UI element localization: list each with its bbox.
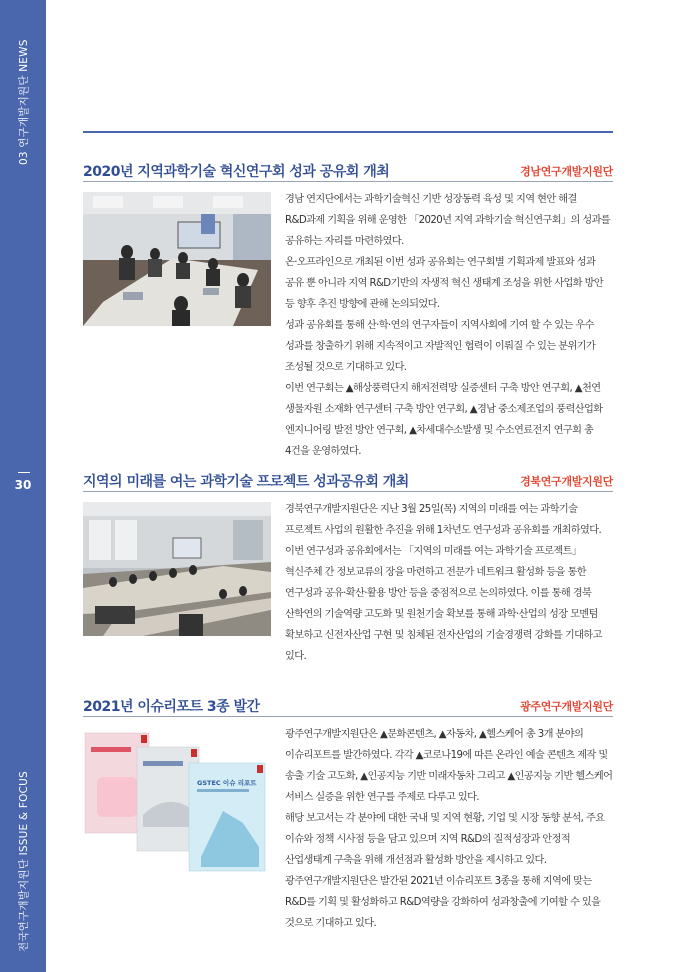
article-header: [83, 696, 613, 718]
article-org: 경북연구개발지원단: [520, 475, 613, 488]
article-paragraph: 경북연구개발지원단은 지난 3월 25일(목) 지역의 미래를 여는 과학기술 프로젝트 사업의 원활한 추진을 위해 1차년도 연구성과 공유회를 개최하였다. 이번 연구성과 공유회에서는 「지역의 미래를 여는 과학기술 프로젝트」 혁신주체 간 정보교류의 장을 마련하고 전문가 네트워크 활성화 등을 통한 연구성과 공유·확산·활용 방안 등을 중점적으로 논의하였다. 이를 통해 경북 산학연의 기술역량 고도화 및 원천기술 확보를 통해 과학·산업의 성장 모멘텀 확보하고 신전자산업 구현 및 침체된 전자산업의 기술경쟁력 강화를 기대하고 있다.: [285, 504, 602, 662]
conference-photo: [83, 502, 271, 636]
top-rule: [83, 131, 613, 133]
sidebar-publication-label: 전국연구개발지원단 ISSUE & FOCUS: [18, 771, 30, 952]
conference-photo-illustration: [83, 502, 271, 636]
article-header: [83, 161, 613, 183]
article-gwangju: [83, 696, 613, 929]
page-number: 30: [14, 478, 32, 492]
article-rule: [83, 491, 613, 492]
report-cover-brand: GSTEC 이슈 리포트: [197, 779, 257, 787]
meeting-photo-illustration: [83, 192, 271, 326]
article-text: [285, 724, 613, 934]
article-org: 광주연구개발지원단: [520, 700, 613, 713]
sidebar: [0, 0, 46, 972]
article-paragraph: 광주연구개발지원단은 발간된 2021년 이슈리포트 3종을 통해 지역에 맞는 R&D를 기획 및 활성화하고 R&D역량을 강화하여 성과창출에 기여할 수 있을 것으로 기대하고 있다.: [285, 876, 601, 929]
article-title: 2020년 지역과학기술 혁신연구회 성과 공유회 개최: [83, 164, 390, 180]
report-covers-illustration: [83, 727, 271, 887]
page-number-tick: [18, 472, 30, 473]
article-gyeongnam: [83, 161, 613, 457]
article-title: 2021년 이슈리포트 3종 발간: [83, 699, 260, 715]
report-covers: [83, 727, 271, 887]
article-text: [285, 499, 613, 667]
article-header: [83, 471, 613, 493]
article-paragraph: 이번 연구회는 ▲해상풍력단지 해저전력망 실증센터 구축 방안 연구회, ▲천연 생물자원 소재화 연구센터 구축 방안 연구회, ▲경남 중소제조업의 풍력산업화 엔지니어링 발전 방안 연구회, ▲차세대수소발생 및 수소연료전지 연구회 총 4건을 운영하였다.: [285, 383, 603, 457]
article-org: 경남연구개발지원단: [520, 165, 613, 178]
sidebar-section-label: 03 연구개발지원단 NEWS: [18, 39, 30, 165]
article-gyeongbuk: [83, 471, 613, 662]
article-title: 지역의 미래를 여는 과학기술 프로젝트 성과공유회 개최: [83, 474, 409, 490]
article-paragraph: 성과 공유회를 통해 산·학·연의 연구자들이 지역사회에 기여 할 수 있는 우수 성과를 창출하기 위해 지속적이고 자발적인 협력이 이뤄질 수 있는 분위기가 조성될 것으로 기대하고 있다.: [285, 320, 596, 373]
article-paragraph: 온·오프라인으로 개최된 이번 성과 공유회는 연구회별 기획과제 발표와 성과 공유 뿐 아니라 지역 R&D기반의 자생적 혁신 생태계 조성을 위한 사업화 방안 등 향후 추진 방향에 관해 논의되었다.: [285, 257, 604, 310]
article-rule: [83, 716, 613, 717]
meeting-photo: [83, 192, 271, 326]
article-rule: [83, 181, 613, 182]
article-text: [285, 189, 613, 462]
article-paragraph: 해당 보고서는 각 분야에 대한 국내 및 지역 현황, 기업 및 시장 동향 분석, 주요 이슈와 정책 시사점 등을 담고 있으며 지역 R&D의 질적성장과 안정적 산업생태계 구축을 위해 개선점과 활성화 방안을 제시하고 있다.: [285, 813, 605, 866]
article-paragraph: 경남 연지단에서는 과학기술혁신 기반 성장동력 육성 및 지역 현안 해결 R&D과제 기획을 위해 운영한 「2020년 지역 과학기술 혁신연구회」의 성과를 공유하는 자리를 마련하였다.: [285, 194, 611, 247]
article-paragraph: 광주연구개발지원단은 ▲문화콘텐츠, ▲자동차, ▲헬스케어 총 3개 분야의 이슈리포트를 발간하였다. 각각 ▲코로나19에 따른 온라인 예술 콘텐츠 제작 및 송출 기술 고도화, ▲인공지능 기반 미래자동차 그리고 ▲인공지능 기반 헬스케어 서비스 실증을 위한 연구를 주제로 다루고 있다.: [285, 729, 613, 803]
